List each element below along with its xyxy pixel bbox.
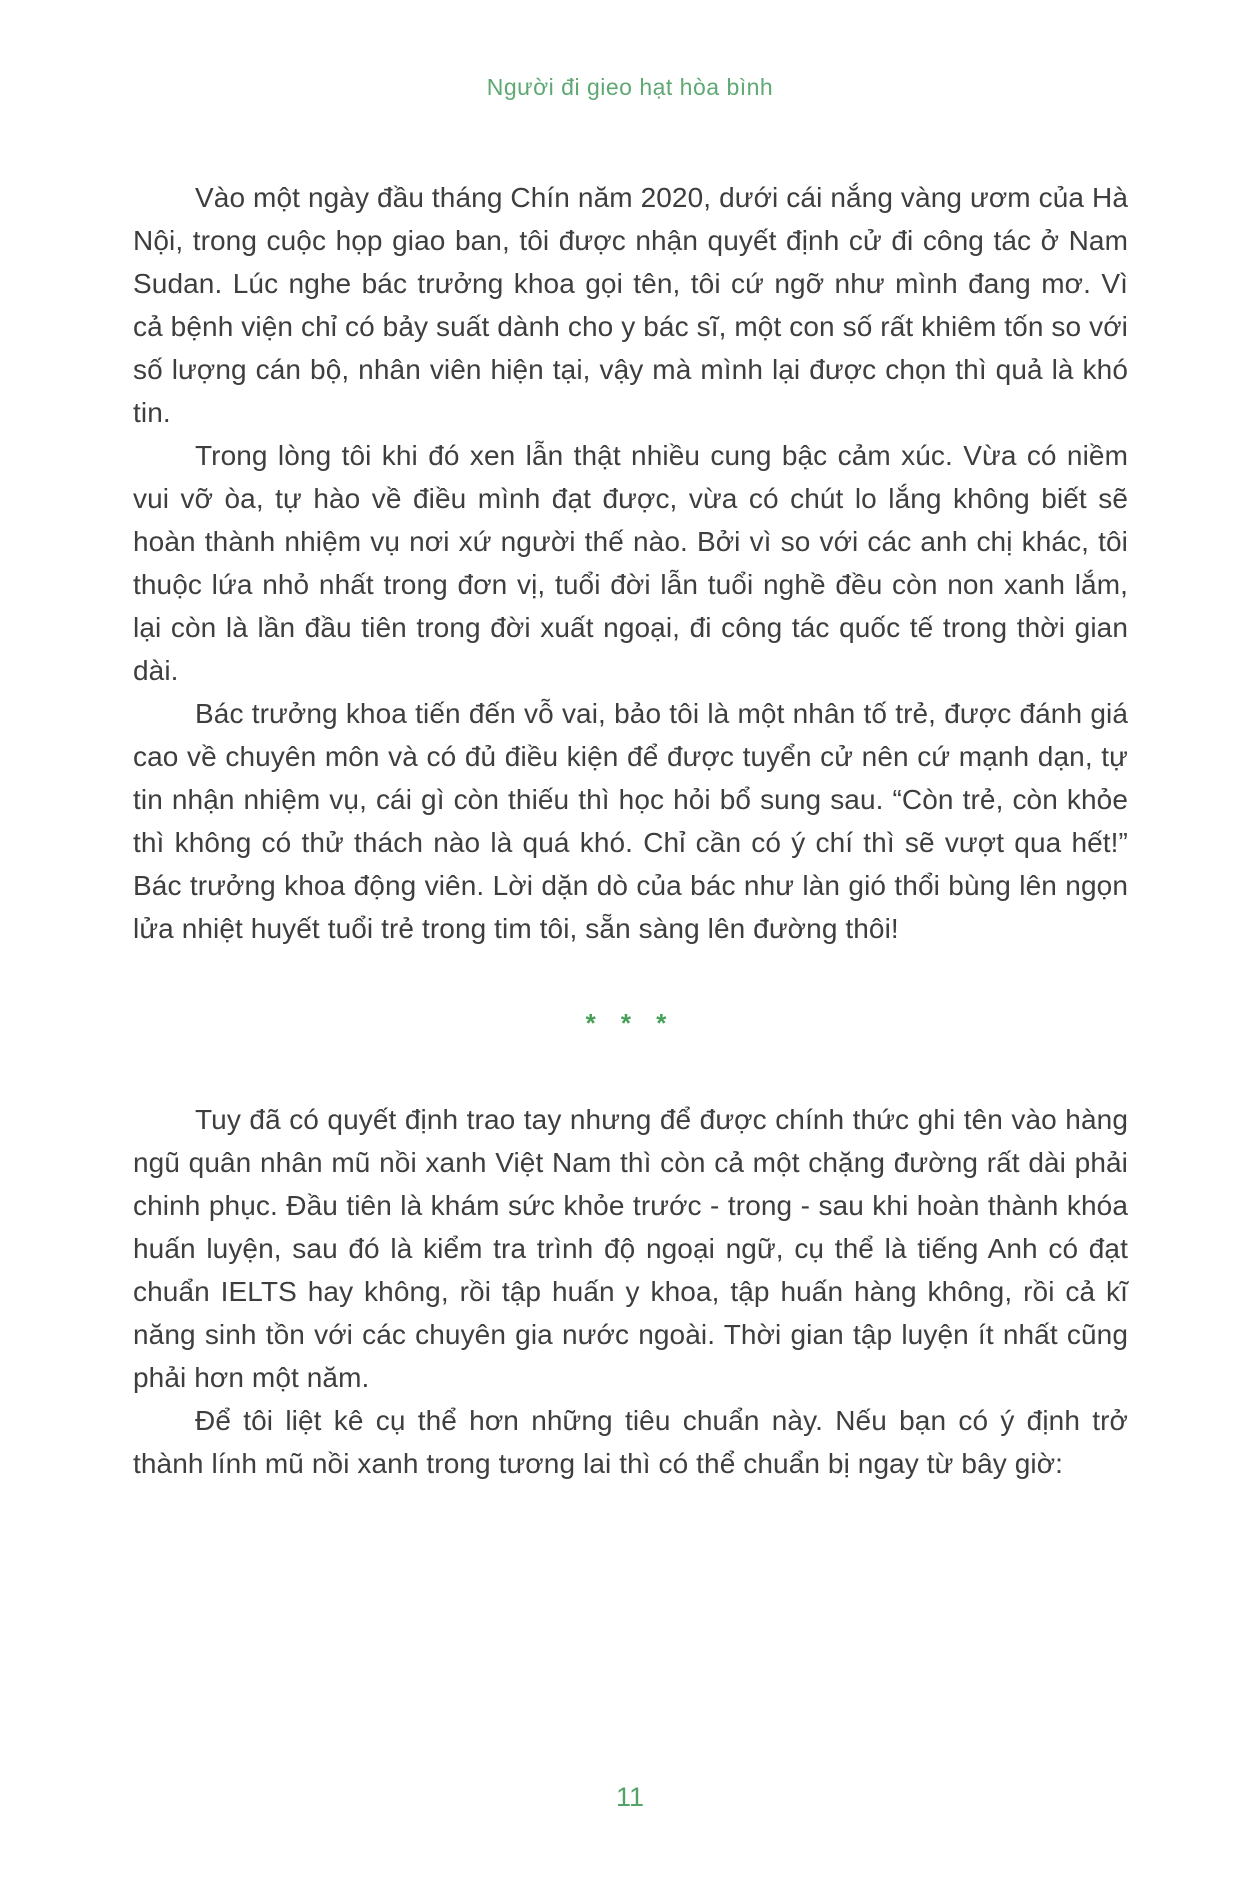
body-paragraph: Để tôi liệt kê cụ thể hơn những tiêu chuẩn này. Nếu bạn có ý định trở thành lính mũ nồi xanh trong tương lai thì có thể chuẩn bị ngay từ bây giờ: xyxy=(133,1405,1128,1479)
body-paragraph: Bác trưởng khoa tiến đến vỗ vai, bảo tôi là một nhân tố trẻ, được đánh giá cao về chuyên môn và có đủ điều kiện để được tuyển cử nên cứ mạnh dạn, tự tin nhận nhiệm vụ, cái gì còn thiếu thì học hỏi bổ sung sau. “Còn trẻ, còn khỏe thì không có thử thách nào là quá khó. Chỉ cần có ý chí thì sẽ vượt qua hết!” Bác trưởng khoa động viên. Lời dặn dò của bác như làn gió thổi bùng lên ngọn lửa nhiệt huyết tuổi trẻ trong tim tôi, sẵn sàng lên đường thôi! xyxy=(133,698,1128,944)
body-paragraph: Tuy đã có quyết định trao tay nhưng để được chính thức ghi tên vào hàng ngũ quân nhân mũ nồi xanh Việt Nam thì còn cả một chặng đường rất dài phải chinh phục. Đầu tiên là khám sức khỏe trước - trong - sau khi hoàn thành khóa huấn luyện, sau đó là kiểm tra trình độ ngoại ngữ, cụ thể là tiếng Anh có đạt chuẩn IELTS hay không, rồi tập huấn y khoa, tập huấn hàng không, rồi cả kĩ năng sinh tồn với các chuyên gia nước ngoài. Thời gian tập luyện ít nhất cũng phải hơn một năm. xyxy=(133,1104,1128,1393)
running-header-title: Người đi gieo hạt hòa bình xyxy=(486,74,774,100)
body-paragraph: Trong lòng tôi khi đó xen lẫn thật nhiều cung bậc cảm xúc. Vừa có niềm vui vỡ òa, tự hào về điều mình đạt được, vừa có chút lo lắng không biết sẽ hoàn thành nhiệm vụ nơi xứ người thế nào. Bởi vì so với các anh chị khác, tôi thuộc lứa nhỏ nhất trong đơn vị, tuổi đời lẫn tuổi nghề đều còn non xanh lắm, lại còn là lần đầu tiên trong đời xuất ngoại, đi công tác quốc tế trong thời gian dài. xyxy=(133,440,1128,686)
page-body-text xyxy=(133,176,1128,1485)
page-number: 11 xyxy=(615,1782,645,1812)
body-paragraph: Vào một ngày đầu tháng Chín năm 2020, dưới cái nắng vàng ươm của Hà Nội, trong cuộc họp giao ban, tôi được nhận quyết định cử đi công tác ở Nam Sudan. Lúc nghe bác trưởng khoa gọi tên, tôi cứ ngỡ như mình đang mơ. Vì cả bệnh viện chỉ có bảy suất dành cho y bác sĩ, một con số rất khiêm tốn so với số lượng cán bộ, nhân viên hiện tại, vậy mà mình lại được chọn thì quả là khó tin. xyxy=(133,182,1128,428)
section-separator: * * * xyxy=(585,1008,676,1038)
